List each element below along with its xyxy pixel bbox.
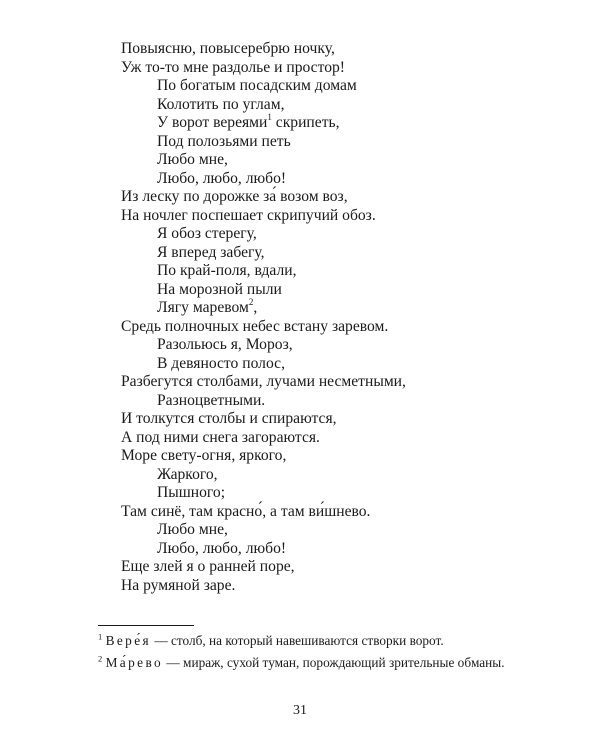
footnote-reference: 2 bbox=[248, 296, 254, 307]
poem-line bbox=[121, 429, 541, 448]
page-number: 31 bbox=[293, 703, 307, 718]
footnote-divider bbox=[98, 625, 194, 626]
poem-line bbox=[121, 188, 541, 207]
poem-line-text: На ночлег поспешает скрипучий обоз. bbox=[121, 206, 376, 224]
poem-line-text: Море свету-огня, яркого, bbox=[121, 447, 287, 464]
poem-line bbox=[121, 373, 541, 392]
poem-line bbox=[121, 151, 541, 170]
poem-line-text: Разноцветными. bbox=[157, 391, 266, 409]
poem-line bbox=[121, 577, 541, 596]
poem-line bbox=[121, 318, 541, 337]
poem-line bbox=[121, 355, 541, 374]
poem-line-text: И толкутся столбы и спираются, bbox=[121, 410, 337, 427]
poem-text bbox=[121, 40, 541, 595]
poem-line-text: По край-поля, вдали, bbox=[157, 262, 297, 279]
poem-line bbox=[121, 133, 541, 152]
poem-line-text: Колотить по углам, bbox=[157, 95, 285, 113]
poem-line bbox=[121, 410, 541, 429]
poem-line bbox=[121, 336, 541, 355]
poem-line-text: По богатым посадским домам bbox=[157, 77, 357, 94]
poem-line bbox=[121, 521, 541, 540]
poem-line bbox=[121, 392, 541, 411]
poem-line bbox=[121, 484, 541, 503]
poem-line-text: Любо мне, bbox=[157, 521, 228, 538]
poem-line bbox=[121, 558, 541, 577]
poem-line-text: Уж то-то мне раздолье и простор! bbox=[121, 58, 345, 76]
poem-line-text: Под полозьями петь bbox=[157, 132, 291, 150]
poem-line-text: Любо мне, bbox=[157, 151, 228, 168]
poem-line bbox=[121, 96, 541, 115]
poem-line-tail: скрипеть, bbox=[271, 114, 340, 131]
poem-line-text: Я вперед забегу, bbox=[157, 243, 265, 261]
poem-line-text: Еще злей я о ранней поре, bbox=[121, 558, 295, 575]
footnote-marker: 2 bbox=[98, 653, 103, 664]
poem-line-text: Я обоз стерегу, bbox=[157, 225, 257, 242]
footnotes bbox=[98, 632, 508, 676]
footnote bbox=[98, 654, 508, 671]
poem-line-text: Пышного; bbox=[157, 484, 226, 501]
poem-line bbox=[121, 296, 541, 318]
poem-line bbox=[121, 281, 541, 300]
poem-line-text: Средь полночных небес встану заревом. bbox=[121, 317, 389, 335]
poem-line bbox=[121, 262, 541, 281]
footnote-text: — мираж, сухой туман, порождающий зрительные обманы. bbox=[163, 655, 505, 670]
poem-line-text: У ворот вереями bbox=[157, 114, 268, 131]
poem-line-text: Любо, любо, любо! bbox=[157, 169, 287, 187]
poem-line-text: В девяносто полос, bbox=[157, 354, 285, 372]
poem-line-text: Там синё, там красно́, а там ви́шнево. bbox=[121, 502, 371, 520]
poem-line-text: Лягу маревом bbox=[157, 299, 249, 316]
poem-line-text: А под ними снега загораются. bbox=[121, 428, 320, 446]
poem-line-text: Разбегутся столбами, лучами несметными, bbox=[121, 373, 406, 390]
footnote bbox=[98, 632, 508, 649]
poem-line bbox=[121, 170, 541, 189]
poem-line-text: Из леску по дорожке за́ возом воз, bbox=[121, 188, 348, 205]
poem-line bbox=[121, 59, 541, 78]
poem-line bbox=[121, 111, 541, 133]
footnote-term: Вере́я bbox=[105, 633, 152, 648]
poem-line bbox=[121, 77, 541, 96]
footnote-text: — столб, на который навешиваются створки ворот. bbox=[151, 633, 444, 648]
poem-line-text: Разольюсь я, Мороз, bbox=[157, 336, 293, 353]
poem-line-text: Любо, любо, любо! bbox=[157, 539, 287, 557]
footnote-marker: 1 bbox=[98, 631, 103, 642]
poem-line-text: На румяной заре. bbox=[121, 576, 236, 594]
poem-line-tail: , bbox=[253, 299, 258, 316]
footnote-reference: 1 bbox=[267, 111, 272, 122]
footnote-term: Ма́рево bbox=[105, 655, 164, 670]
poem-line-text: Жаркого, bbox=[157, 465, 218, 483]
poem-line bbox=[121, 244, 541, 263]
poem-line bbox=[121, 503, 541, 522]
poem-line bbox=[121, 40, 541, 59]
poem-line bbox=[121, 466, 541, 485]
poem-line-text: На морозной пыли bbox=[157, 280, 282, 298]
poem-line bbox=[121, 540, 541, 559]
poem-line bbox=[121, 447, 541, 466]
poem-line-text: Повыясню, повысеребрю ночку, bbox=[121, 40, 335, 57]
poem-line bbox=[121, 207, 541, 226]
poem-line bbox=[121, 225, 541, 244]
